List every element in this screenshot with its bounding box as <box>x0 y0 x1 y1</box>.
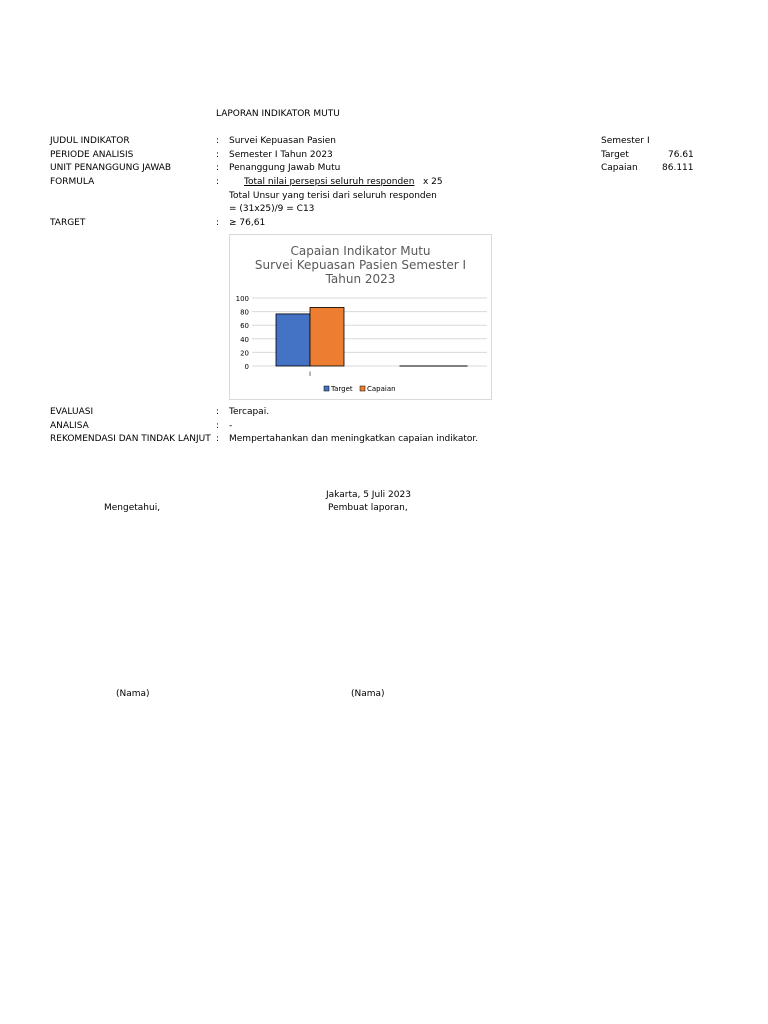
y-tick-label: 20 <box>240 349 249 358</box>
label-target: TARGET <box>50 218 86 228</box>
legend-swatch-target <box>324 386 329 391</box>
label-formula: FORMULA <box>50 177 95 187</box>
formula-multiplier: x 25 <box>423 177 443 187</box>
y-tick-label: 80 <box>240 308 249 317</box>
value-target: ≥ 76,61 <box>229 218 266 228</box>
value-judul-indikator: Survei Kepuasan Pasien <box>229 136 337 146</box>
summary-capaian-label: Capaian <box>601 163 638 173</box>
y-tick-label: 40 <box>240 335 249 344</box>
report-title: LAPORAN INDIKATOR MUTU <box>216 109 340 119</box>
label-unit-penanggung-jawab: UNIT PENANGGUNG JAWAB <box>50 163 172 173</box>
summary-target-label: Target <box>601 150 629 160</box>
legend-label-target: Target <box>331 385 353 393</box>
chart-title-line-3: Tahun 2023 <box>325 272 396 286</box>
y-tick-label: 100 <box>235 295 249 303</box>
x-tick-label: I <box>309 371 311 378</box>
separator-judul: : <box>216 136 220 146</box>
formula-denominator: Total Unsur yang terisi dari seluruh responden <box>229 191 437 201</box>
separator-target: : <box>216 218 220 228</box>
label-periode-analisis: PERIODE ANALISIS <box>50 150 134 160</box>
separator-formula: : <box>216 177 220 187</box>
bar-capaian <box>310 307 344 366</box>
separator-periode: : <box>216 150 220 160</box>
value-periode-analisis: Semester I Tahun 2023 <box>229 150 333 160</box>
y-tick-label: 60 <box>240 322 249 331</box>
separator-rekomendasi: : <box>216 434 220 444</box>
right-signature-caption: Pembuat laporan, <box>328 503 408 513</box>
value-evaluasi: Tercapai. <box>229 407 270 417</box>
label-evaluasi: EVALUASI <box>50 407 94 417</box>
label-judul-indikator: JUDUL INDIKATOR <box>50 136 130 146</box>
chart-title-line-1: Capaian Indikator Mutu <box>290 244 431 258</box>
label-analisa: ANALISA <box>50 421 89 431</box>
formula-calculation: = (31x25)/9 = C13 <box>229 204 315 214</box>
chart-container <box>229 234 492 400</box>
legend-swatch-capaian <box>360 386 365 391</box>
label-rekomendasi: REKOMENDASI DAN TINDAK LANJUT <box>50 434 211 444</box>
bar-chart <box>230 235 491 399</box>
right-signature-name: (Nama) <box>351 689 385 699</box>
summary-capaian-value: 86.111 <box>662 163 694 173</box>
chart-title-line-2: Survei Kepuasan Pasien Semester I <box>254 258 467 272</box>
value-analisa: - <box>229 421 233 431</box>
separator-evaluasi: : <box>216 407 220 417</box>
summary-semester-value: I <box>647 136 650 146</box>
y-tick-label: 0 <box>244 363 249 371</box>
place-date: Jakarta, 5 Juli 2023 <box>326 490 411 500</box>
formula-numerator: Total nilai persepsi seluruh responden <box>244 177 415 187</box>
value-rekomendasi: Mempertahankan dan meningkatkan capaian indikator. <box>229 434 479 444</box>
value-unit-penanggung-jawab: Penanggung Jawab Mutu <box>229 163 341 173</box>
left-signature-name: (Nama) <box>116 689 150 699</box>
summary-target-value: 76.61 <box>668 150 694 160</box>
legend-label-capaian: Capaian <box>367 385 396 393</box>
bar-target <box>276 314 310 366</box>
summary-semester-label: Semester <box>601 136 645 146</box>
left-signature-caption: Mengetahui, <box>104 503 161 513</box>
separator-unit: : <box>216 163 220 173</box>
separator-analisa: : <box>216 421 220 431</box>
